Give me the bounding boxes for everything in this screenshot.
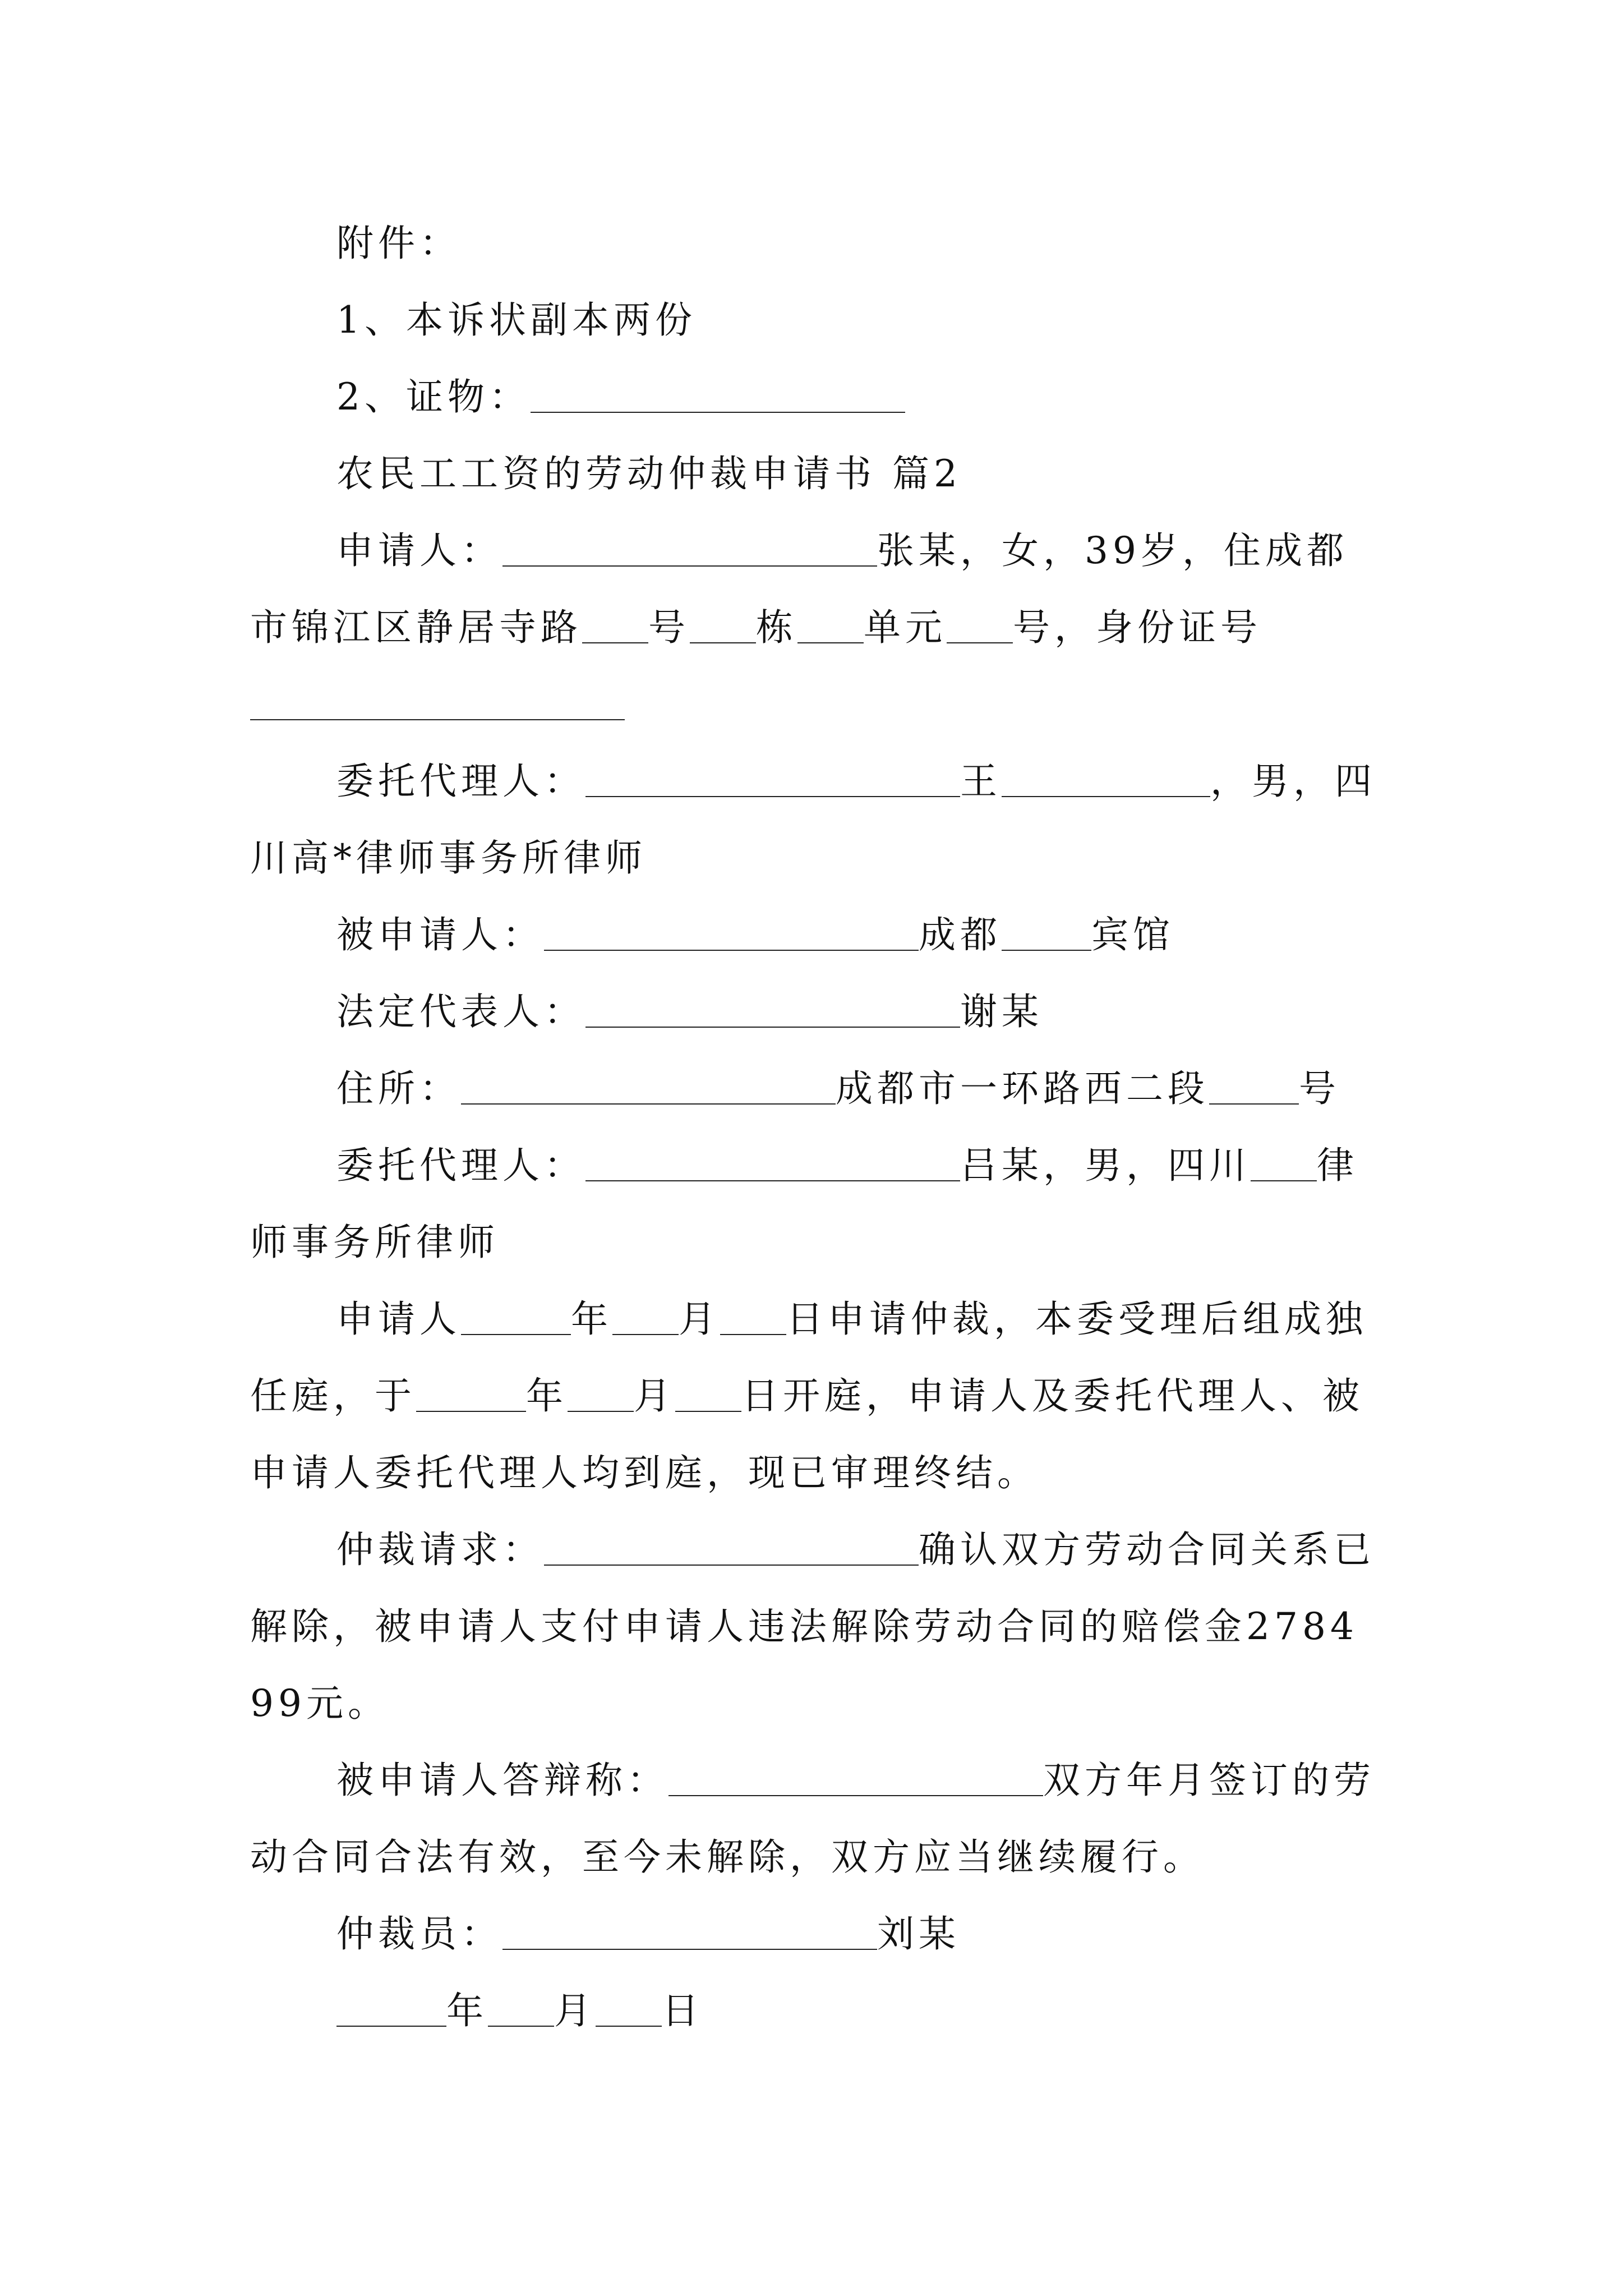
claim-text: 确认双方劳动合同关系已解除，被申请人支付申请人违法解除劳动合同的赔偿金278499元。 <box>250 1528 1375 1725</box>
hearing-day-blank <box>675 1377 741 1412</box>
unit-blank <box>797 609 864 643</box>
arbitrator-label: 仲裁员： <box>336 1912 502 1955</box>
attachment-label: 附件： <box>336 222 461 265</box>
respondent-paragraph <box>250 896 1377 973</box>
hearing-year-blank <box>416 1377 526 1412</box>
attachment-item-2-label: 2、证物： <box>336 375 531 418</box>
arbitrator-blank <box>502 1915 877 1950</box>
building-blank <box>690 609 756 643</box>
street-number-blank <box>582 609 648 643</box>
procedure-text-2: 日开庭，申请人及委托代理人、被申请人委托代理人均到庭，现已审理终结。 <box>250 1374 1364 1494</box>
respondent-blank <box>544 916 919 951</box>
agent-blank-1 <box>585 762 960 797</box>
agent-firm-2: 律师事务所律师 <box>250 1144 1358 1264</box>
defense-text: 双方年月签订的劳动合同合法有效，至今未解除，双方应当继续履行。 <box>250 1759 1375 1879</box>
defense-blank <box>668 1761 1043 1796</box>
procedure-paragraph <box>250 1281 1377 1511</box>
date-month-blank <box>488 1992 554 2027</box>
address-number-label: 号 <box>1299 1067 1340 1110</box>
date-line <box>250 1972 1377 2049</box>
hotel-name-blank <box>1002 916 1091 951</box>
applicant-blank <box>502 532 877 567</box>
apply-year-label: 年 <box>571 1297 612 1341</box>
agent-label-1: 委托代理人： <box>336 760 585 803</box>
apply-day-blank <box>720 1300 786 1335</box>
procedure-text-1: 日申请仲裁，本委受理后组成独任庭，于 <box>250 1297 1367 1418</box>
attachment-item-2 <box>250 358 1377 435</box>
legal-rep-blank <box>585 993 960 1028</box>
date-day-blank <box>596 1992 662 2027</box>
respondent-label: 被申请人： <box>336 913 544 956</box>
section-title-text: 农民工工资的劳动仲裁申请书 篇2 <box>336 452 962 495</box>
defense-label: 被申请人答辩称： <box>336 1759 668 1802</box>
apply-month-blank <box>612 1300 679 1335</box>
defense-paragraph <box>250 1742 1377 1895</box>
document-body <box>250 205 1377 2049</box>
respondent-city: 成都 <box>919 913 1002 956</box>
applicant-building-label: 栋 <box>756 606 797 649</box>
date-day-label: 日 <box>662 1989 703 2032</box>
agent-surname-1: 王 <box>960 760 1002 803</box>
agent-label-2: 委托代理人： <box>336 1144 585 1187</box>
claim-paragraph <box>250 1511 1377 1742</box>
procedure-applicant: 申请人 <box>336 1297 461 1341</box>
agent-info-2: 吕某，男，四川 <box>960 1144 1251 1187</box>
agent-paragraph-2 <box>250 1127 1377 1281</box>
attachment-item-1 <box>250 282 1377 358</box>
applicant-unit-label: 单元 <box>864 606 947 649</box>
claim-label: 仲裁请求： <box>336 1528 544 1571</box>
address-paragraph <box>250 1050 1377 1127</box>
applicant-paragraph <box>250 512 1377 743</box>
hearing-year-label: 年 <box>526 1374 568 1418</box>
id-number-blank <box>250 685 625 720</box>
date-year-blank <box>336 1992 446 2027</box>
address-blank <box>461 1070 836 1105</box>
address-number-blank <box>1209 1070 1299 1105</box>
apply-month-label: 月 <box>679 1297 720 1341</box>
date-year-label: 年 <box>446 1989 488 2032</box>
hearing-month-blank <box>568 1377 634 1412</box>
legal-rep-name: 谢某 <box>960 990 1043 1033</box>
legal-rep-label: 法定代表人： <box>336 990 585 1033</box>
applicant-info: 张某，女，39岁，住成都市锦江区静居寺路 <box>250 529 1348 649</box>
legal-rep-paragraph <box>250 973 1377 1050</box>
applicant-id-label: 号，身份证号 <box>1013 606 1262 649</box>
law-firm-blank <box>1251 1147 1317 1181</box>
evidence-blank <box>531 378 905 413</box>
agent-name-blank-1 <box>1002 762 1210 797</box>
respondent-hotel: 宾馆 <box>1091 913 1174 956</box>
address-text: 成都市一环路西二段 <box>836 1067 1209 1110</box>
address-label: 住所： <box>336 1067 461 1110</box>
attachment-heading <box>250 205 1377 282</box>
arbitrator-name: 刘某 <box>877 1912 960 1955</box>
room-blank <box>947 609 1013 643</box>
attachment-item-1-text: 1、本诉状副本两份 <box>336 298 697 342</box>
agent-blank-2 <box>585 1147 960 1181</box>
section-title <box>250 435 1377 512</box>
applicant-label: 申请人： <box>336 529 502 572</box>
agent-paragraph-1 <box>250 743 1377 896</box>
apply-year-blank <box>461 1300 571 1335</box>
applicant-number-label: 号 <box>648 606 690 649</box>
claim-blank <box>544 1531 919 1566</box>
hearing-month-label: 月 <box>634 1374 675 1418</box>
arbitrator-paragraph <box>250 1895 1377 1972</box>
date-month-label: 月 <box>554 1989 596 2032</box>
agent-info-1: ，男，四川高*律师事务所律师 <box>250 760 1376 880</box>
